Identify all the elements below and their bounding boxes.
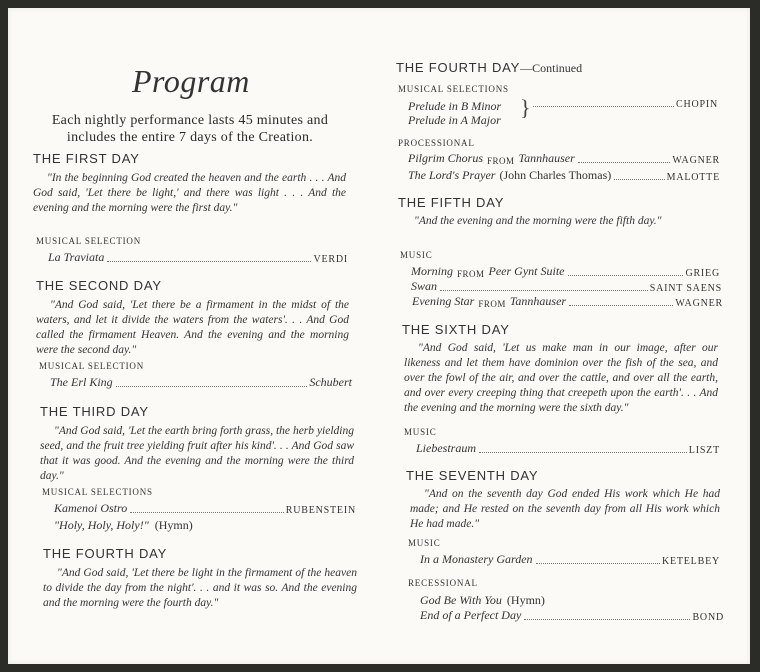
from-word: FROM — [487, 156, 515, 166]
day3-piece-line-1 — [54, 501, 356, 516]
leader-dots — [569, 304, 673, 306]
from-word: FROM — [457, 269, 485, 279]
leader-dots — [479, 451, 687, 453]
recessional-line-2 — [420, 608, 724, 623]
piece-note: (John Charles Thomas) — [499, 168, 612, 182]
day1-verse: "In the beginning God created the heaven and the earth . . . And God said, 'Let there be light,' and there was light . . . And the evening and the morning were the first day." — [33, 172, 346, 214]
piece-title: Pilgrim Chorus — [408, 151, 484, 165]
composer: GRIEG — [685, 268, 720, 279]
day4-verse: "And God said, 'Let there be light in the firmament of the heaven to divide the day from the night'. . . and it was so. And the evening and the morning were the fourth day." — [43, 567, 357, 609]
prelude-line-1 — [408, 99, 518, 114]
program-page — [8, 8, 750, 664]
leader-dots — [533, 105, 674, 107]
composer: CHOPIN — [675, 99, 718, 110]
leader-dots — [524, 618, 690, 620]
day2-label: MUSICAL SELECTION — [39, 361, 145, 371]
day4cont-label: MUSICAL SELECTIONS — [398, 84, 509, 94]
piece-note: (Hymn) — [506, 593, 545, 607]
day2-verse: "And God said, 'Let there be a firmament in the midst of the waters, and let it divide the waters from the waters'. . . And God called the firmament Heaven. And the evening and the morning were the second day." — [36, 299, 349, 356]
composer: Schubert — [309, 375, 352, 389]
day5-verse: "And the evening and the morning were the fifth day." — [414, 215, 662, 227]
piece-title: Morning — [411, 264, 453, 278]
day2-piece-line — [50, 375, 352, 390]
day6-heading: THE SIXTH DAY — [402, 322, 510, 337]
piece-title: God Be With You — [420, 593, 502, 607]
composer: WAGNER — [675, 298, 723, 309]
day7-label: MUSIC — [408, 538, 441, 548]
brace-glyph: } — [520, 95, 531, 120]
piece-note: (Hymn) — [154, 518, 193, 532]
piece-title: Evening Star — [412, 294, 475, 308]
day3-piece-line-2 — [54, 518, 354, 533]
program-title: Program — [132, 63, 250, 99]
day6-label: MUSIC — [404, 427, 437, 437]
leader-dots — [568, 274, 684, 276]
day3-label: MUSICAL SELECTIONS — [42, 487, 153, 497]
opera-title: Tannhauser — [518, 151, 575, 165]
day6-piece-line — [416, 441, 720, 456]
day2-heading: THE SECOND DAY — [36, 278, 162, 293]
processional-line-2 — [408, 168, 720, 183]
composer: BOND — [692, 612, 724, 623]
leader-dots — [440, 289, 648, 291]
opera-title: Tannhauser — [509, 294, 567, 308]
processional-label: PROCESSIONAL — [398, 138, 475, 148]
composer: MALOTTE — [666, 172, 720, 183]
piece-title: La Traviata — [48, 250, 105, 264]
piece-title: Swan — [411, 279, 438, 293]
day5-piece-line-2 — [411, 279, 722, 294]
day3-heading: THE THIRD DAY — [40, 404, 149, 419]
day4-heading: THE FOURTH DAY — [43, 546, 168, 561]
prelude-line-2 — [408, 113, 518, 128]
leader-dots — [536, 562, 660, 564]
day4cont-heading — [396, 60, 582, 76]
composer: KETELBEY — [661, 556, 720, 567]
day1-piece-line — [48, 250, 348, 265]
piece-title: The Erl King — [50, 375, 113, 389]
day1-heading: THE FIRST DAY — [33, 151, 140, 166]
leader-dots — [116, 385, 308, 387]
day6-verse: "And God said, 'Let us make man in our image, after our likeness and let them have dominion over the fish of the sea, and over the fowl of the air, and over the cattle, and over all the earth, and over every creeping thing that creepeth upon the earth'. . . And the evening and the morning were the sixth day." — [404, 342, 718, 414]
day3-verse: "And God said, 'Let the earth bring forth grass, the herb yielding seed, and the fruit tree yielding fruit after his kind'. . . And God saw that it was good. And the evening and the morning were the third day." — [40, 425, 354, 482]
from-word: FROM — [478, 299, 506, 309]
piece-title: Prelude in B Minor — [408, 99, 502, 113]
day4cont-heading-text: THE FOURTH DAY — [396, 60, 521, 75]
leader-dots — [614, 178, 664, 180]
leader-dots — [130, 511, 284, 513]
composer: LISZT — [688, 445, 720, 456]
day5-piece-line-3 — [412, 294, 723, 309]
day7-verse: "And on the seventh day God ended His work which He had made; and He rested on the seventh day from all His work which He had made." — [410, 488, 720, 530]
piece-title: Kamenoi Ostro — [54, 501, 128, 515]
piece-title: In a Monastery Garden — [420, 552, 533, 566]
program-intro: Each nightly performance lasts 45 minutes and includes the entire 7 days of the Creation. — [51, 113, 329, 145]
day5-label: MUSIC — [400, 250, 433, 260]
composer: SAINT SAENS — [649, 283, 722, 294]
leader-dots — [578, 161, 671, 163]
composer: RUBENSTEIN — [285, 505, 356, 516]
piece-title: The Lord's Prayer — [408, 168, 496, 182]
piece-title: "Holy, Holy, Holy!" — [54, 518, 149, 532]
composer: WAGNER — [672, 155, 720, 166]
day5-heading: THE FIFTH DAY — [398, 195, 505, 210]
day5-piece-line-1 — [411, 264, 720, 279]
composer: VERDI — [313, 254, 348, 265]
day1-label: MUSICAL SELECTION — [36, 236, 142, 246]
leader-dots — [107, 260, 311, 262]
piece-title: Liebestraum — [416, 441, 476, 455]
piece-title: Prelude in A Major — [408, 113, 501, 127]
suite-title: Peer Gynt Suite — [488, 264, 565, 278]
recessional-label: RECESSIONAL — [408, 578, 478, 588]
day7-heading: THE SEVENTH DAY — [406, 468, 539, 483]
piece-title: End of a Perfect Day — [420, 608, 522, 622]
recessional-line-1 — [420, 593, 720, 608]
day7-piece-line — [420, 552, 720, 567]
continued-suffix: —Continued — [520, 61, 583, 75]
processional-line-1 — [408, 151, 720, 166]
prelude-composer-line — [530, 99, 718, 110]
